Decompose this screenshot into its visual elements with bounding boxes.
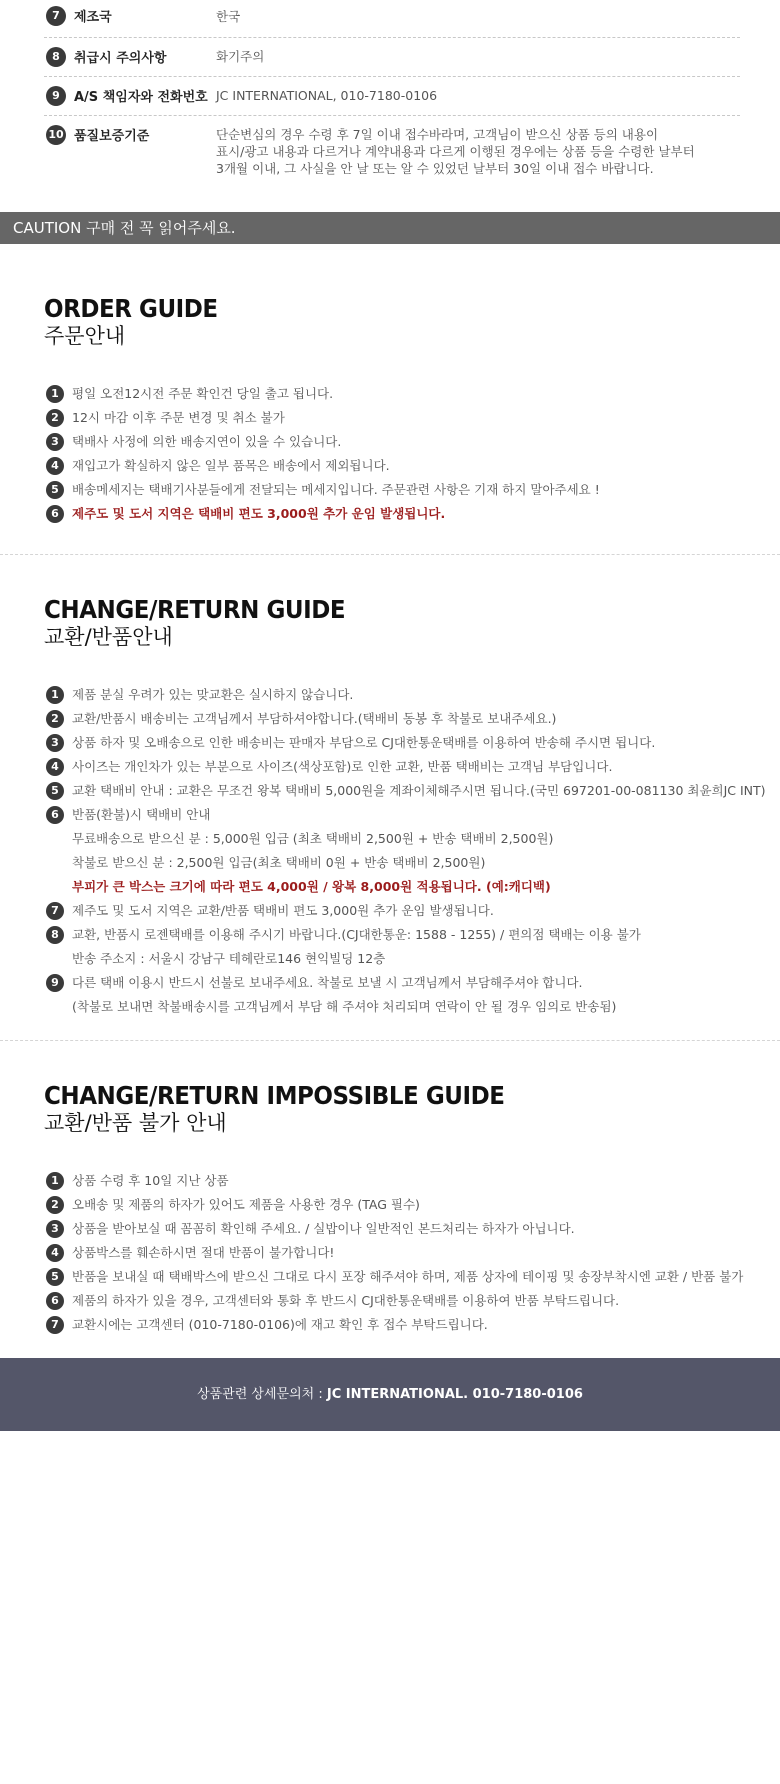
number-badge: 6 (46, 806, 64, 824)
spec-value: JC INTERNATIONAL, 010-7180-0106 (216, 88, 438, 103)
list-item-text: 교환/반품시 배송비는 고객님께서 부담하셔야합니다.(택배비 동봉 후 착불로 보내주세요.) (72, 711, 557, 726)
spec-value-line: 3개월 이내, 그 사실을 안 날 또는 알 수 있었던 날부터 30일 이내 접수 바랍니다. (216, 161, 654, 176)
list-item-text: 교환, 반품시 로젠택배를 이용해 주시기 바랍니다.(CJ대한통운: 1588 - 1255) / 편의점 택배는 이용 불가 (72, 927, 641, 942)
section-divider (0, 554, 780, 555)
list-item (44, 1194, 764, 1218)
list-item (44, 684, 764, 708)
number-badge: 1 (46, 385, 64, 403)
section-title-en: CHANGE/RETURN IMPOSSIBLE GUIDE (44, 1081, 505, 1110)
number-badge: 1 (46, 1172, 64, 1190)
order-guide-section (44, 295, 764, 527)
order-guide-list (44, 383, 764, 527)
list-item-detail (44, 828, 764, 852)
number-badge: 5 (46, 481, 64, 499)
number-badge: 7 (46, 6, 66, 26)
return-impossible-guide-section (44, 1082, 764, 1338)
list-item (44, 804, 764, 828)
list-item (44, 407, 764, 431)
list-item (44, 1290, 764, 1314)
section-title-en: ORDER GUIDE (44, 294, 218, 323)
list-item (44, 756, 764, 780)
list-item-text: 배송메세지는 택배기사분들에게 전달되는 메세지입니다. 주문관련 사항은 기재 하지 말아주세요 ! (72, 482, 600, 497)
spec-value-line: 표시/광고 내용과 다르거나 계약내용과 다르게 이행된 경우에는 상품 등을 수령한 날부터 (216, 144, 695, 159)
section-title-ko: 주문안내 (44, 324, 126, 348)
spec-row (44, 77, 740, 116)
spec-table (44, 0, 740, 186)
number-badge: 7 (46, 1316, 64, 1334)
number-badge: 9 (46, 86, 66, 106)
list-item-detail (44, 876, 764, 900)
list-item-text: 교환시에는 고객센터 (010-7180-0106)에 재고 확인 후 접수 부탁드립니다. (72, 1317, 488, 1332)
list-item (44, 780, 764, 804)
number-badge: 4 (46, 1244, 64, 1262)
number-badge: 7 (46, 902, 64, 920)
list-item-text: 택배사 사정에 의한 배송지연이 있을 수 있습니다. (72, 434, 342, 449)
spec-value (216, 126, 695, 177)
number-badge: 9 (46, 974, 64, 992)
list-item-text: 부피가 큰 박스는 크기에 따라 편도 4,000원 / 왕복 8,000원 적용됩니다. (예:캐디백) (72, 879, 551, 894)
caution-banner (0, 212, 780, 244)
section-title-en: CHANGE/RETURN GUIDE (44, 595, 346, 624)
list-item (44, 1170, 764, 1194)
contact-footer (0, 1358, 780, 1431)
section-title-ko: 교환/반품 불가 안내 (44, 1111, 227, 1135)
list-item (44, 900, 764, 924)
spec-row (44, 38, 740, 77)
number-badge: 3 (46, 1220, 64, 1238)
list-item (44, 479, 764, 503)
section-divider (0, 1040, 780, 1041)
spec-label: 품질보증기준 (74, 129, 150, 144)
list-item-text: 평일 오전12시전 주문 확인건 당일 출고 됩니다. (72, 386, 334, 401)
list-item-text: 상품 하자 및 오배송으로 인한 배송비는 판매자 부담으로 CJ대한통운택배를 이용하여 반송해 주시면 됩니다. (72, 735, 656, 750)
list-item-detail (44, 996, 764, 1020)
number-badge: 8 (46, 926, 64, 944)
contact-info: JC INTERNATIONAL. 010-7180-0106 (326, 1387, 583, 1402)
list-item (44, 431, 764, 455)
list-item (44, 503, 764, 527)
list-item-text: 사이즈는 개인차가 있는 부분으로 사이즈(색상포함)로 인한 교환, 반품 택배비는 고객님 부담입니다. (72, 759, 613, 774)
list-item (44, 455, 764, 479)
list-item-detail (44, 852, 764, 876)
spec-value-line: 단순변심의 경우 수령 후 7일 이내 접수바라며, 고객님이 받으신 상품 등의 내용이 (216, 127, 659, 142)
list-item-text: 오배송 및 제품의 하자가 있어도 제품을 사용한 경우 (TAG 필수) (72, 1197, 420, 1212)
list-item-text: 착불로 받으신 분 : 2,500원 입금(최초 택배비 0원 + 반송 택배비 2,500원) (72, 855, 486, 870)
list-item (44, 383, 764, 407)
list-item-text: 재입고가 확실하지 않은 일부 품목은 배송에서 제외됩니다. (72, 458, 390, 473)
change-return-guide-section (44, 596, 764, 1020)
number-badge: 2 (46, 409, 64, 427)
number-badge: 2 (46, 1196, 64, 1214)
list-item-text: 무료배송으로 받으신 분 : 5,000원 입금 (최초 택배비 2,500원 + 반송 택배비 2,500원) (72, 831, 554, 846)
list-item-text: 제주도 및 도서 지역은 택배비 편도 3,000원 추가 운임 발생됩니다. (72, 506, 446, 521)
number-badge: 10 (46, 125, 66, 145)
contact-label: 상품관련 상세문의처 : (197, 1387, 327, 1402)
number-badge: 5 (46, 1268, 64, 1286)
list-item (44, 924, 764, 948)
return-impossible-guide-list (44, 1170, 764, 1338)
number-badge: 6 (46, 505, 64, 523)
number-badge: 4 (46, 457, 64, 475)
list-item (44, 732, 764, 756)
number-badge: 5 (46, 782, 64, 800)
list-item-text: 다른 택배 이용시 반드시 선불로 보내주세요. 착불로 보낼 시 고객님께서 부담해주셔야 합니다. (72, 975, 583, 990)
list-item-text: 반송 주소지 : 서울시 강남구 테헤란로146 현익빌딩 12층 (72, 951, 386, 966)
spec-label: A/S 책임자와 전화번호 (74, 90, 208, 105)
number-badge: 8 (46, 47, 66, 67)
list-item-text: 반품을 보내실 때 택배박스에 받으신 그대로 다시 포장 해주셔야 하며, 제품 상자에 테이핑 및 송장부착시엔 교환 / 반품 불가 (72, 1269, 744, 1284)
number-badge: 6 (46, 1292, 64, 1310)
list-item-text: (착불로 보내면 착불배송시를 고객님께서 부담 해 주셔야 처리되며 연락이 안 될 경우 임의로 반송됨) (72, 999, 617, 1014)
list-item-text: 상품박스를 훼손하시면 절대 반품이 불가합니다! (72, 1245, 335, 1260)
spec-row (44, 116, 740, 186)
list-item-detail (44, 948, 764, 972)
number-badge: 4 (46, 758, 64, 776)
spec-label: 제조국 (74, 10, 112, 25)
spec-row (44, 0, 740, 38)
list-item (44, 1314, 764, 1338)
list-item-text: 교환 택배비 안내 : 교환은 무조건 왕복 택배비 5,000원을 계좌이체해주시면 됩니다.(국민 697201-00-081130 최윤희JC INT) (72, 783, 766, 798)
list-item-text: 제품 분실 우려가 있는 맞교환은 실시하지 않습니다. (72, 687, 354, 702)
list-item-text: 반품(환불)시 택배비 안내 (72, 807, 211, 822)
number-badge: 2 (46, 710, 64, 728)
list-item-text: 제주도 및 도서 지역은 교환/반품 택배비 편도 3,000원 추가 운임 발생됩니다. (72, 903, 494, 918)
spec-value: 화기주의 (216, 49, 265, 64)
spec-label: 취급시 주의사항 (74, 51, 167, 66)
change-return-guide-list (44, 684, 764, 1020)
list-item-text: 제품의 하자가 있을 경우, 고객센터와 통화 후 반드시 CJ대한통운택배를 이용하여 반품 부탁드립니다. (72, 1293, 620, 1308)
list-item-text: 상품을 받아보실 때 꼼꼼히 확인해 주세요. / 실밥이나 일반적인 본드처리는 하자가 아닙니다. (72, 1221, 575, 1236)
section-title-ko: 교환/반품안내 (44, 625, 173, 649)
list-item-text: 12시 마감 이후 주문 변경 및 취소 불가 (72, 410, 285, 425)
list-item (44, 1218, 764, 1242)
number-badge: 1 (46, 686, 64, 704)
list-item (44, 1242, 764, 1266)
list-item-text: 상품 수령 후 10일 지난 상품 (72, 1173, 229, 1188)
list-item (44, 1266, 764, 1290)
list-item (44, 972, 764, 996)
caution-text: CAUTION 구매 전 꼭 읽어주세요. (13, 219, 236, 237)
number-badge: 3 (46, 433, 64, 451)
list-item (44, 708, 764, 732)
spec-value: 한국 (216, 9, 241, 24)
number-badge: 3 (46, 734, 64, 752)
